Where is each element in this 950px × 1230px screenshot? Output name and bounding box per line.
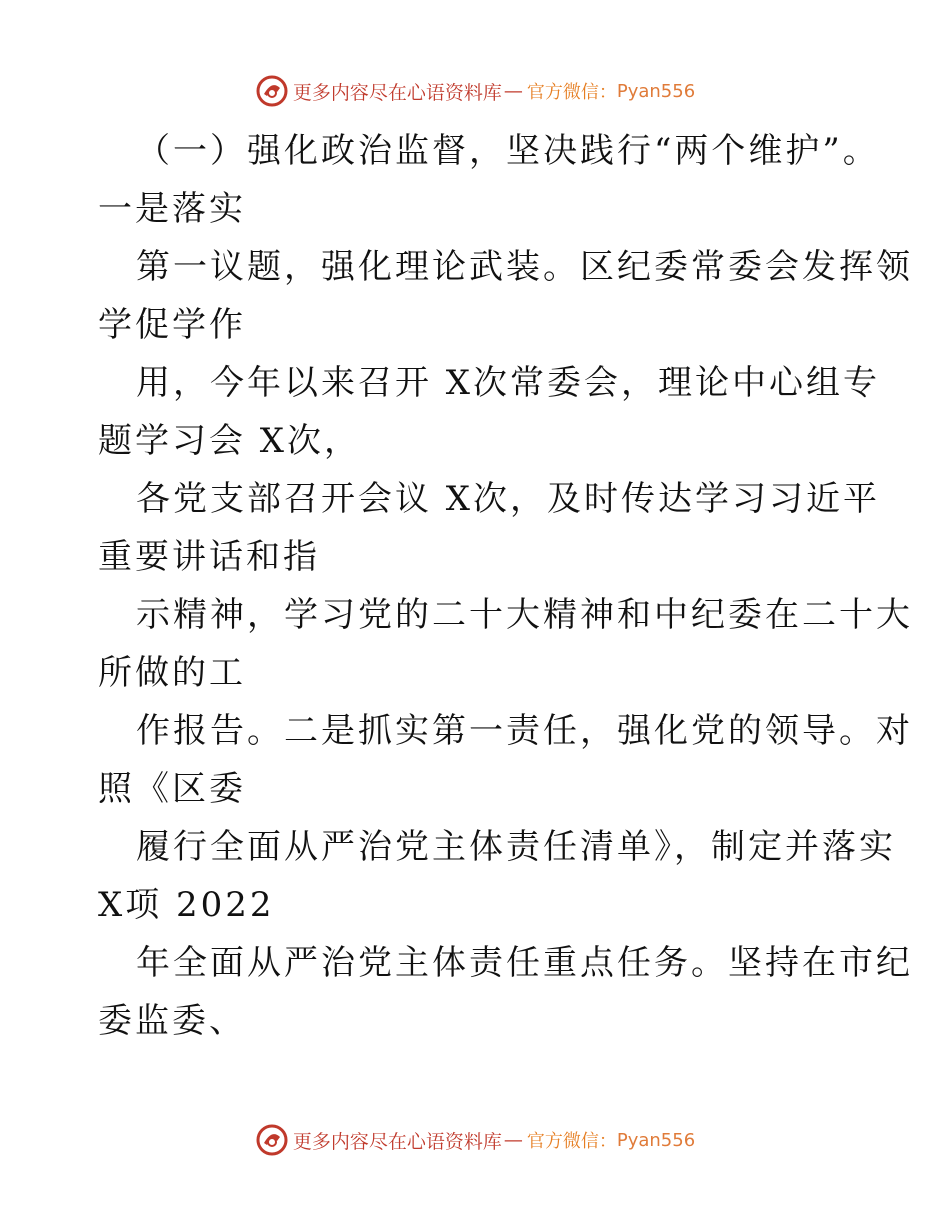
seal-logo-icon	[255, 74, 289, 108]
text-line: 作报告。二是抓实第一责任，强化党的领导。对	[136, 711, 913, 751]
text-line: 第一议题，强化理论武装。区纪委常委会发挥领	[136, 247, 913, 287]
text-line: 照《区委	[98, 769, 246, 809]
text-line: 各党支部召开会议 X次，及时传达学习习近平	[136, 479, 881, 519]
text-line: 题学习会 X次，	[98, 421, 362, 461]
text-line: 履行全面从严治党主体责任清单》，制定并落实	[136, 827, 896, 867]
document-body	[98, 122, 913, 1050]
text-line: 学促学作	[98, 305, 246, 345]
text-line: 重要讲话和指	[98, 537, 320, 577]
watermark-official-label: 官方微信：	[526, 1131, 617, 1152]
watermark-handle: Pyan556	[616, 1129, 696, 1151]
watermark-handle: Pyan556	[616, 80, 696, 102]
text-line: 用，今年以来召开 X次常委会，理论中心组专	[136, 363, 881, 403]
text-line: 一是落实	[98, 189, 246, 229]
text-line: 所做的工	[98, 653, 246, 693]
text-line: （一）强化政治监督，坚决践行“两个维护”。	[136, 131, 880, 171]
text-line: 示精神，学习党的二十大精神和中纪委在二十大	[136, 595, 913, 635]
text-line: X项 2022	[98, 885, 275, 925]
watermark-dash: —	[503, 1129, 523, 1151]
watermark-main-text: 更多内容尽在心语资料库	[292, 81, 502, 104]
watermark-official-label: 官方微信：	[526, 82, 617, 103]
text-line: 委监委、	[98, 1001, 246, 1041]
text-line: 年全面从严治党主体责任重点任务。坚持在市纪	[136, 943, 913, 983]
watermark-header	[0, 71, 950, 111]
watermark-main-text: 更多内容尽在心语资料库	[292, 1130, 502, 1153]
seal-logo-icon	[255, 1123, 289, 1157]
watermark-footer	[0, 1120, 950, 1160]
watermark-dash: —	[503, 80, 523, 102]
